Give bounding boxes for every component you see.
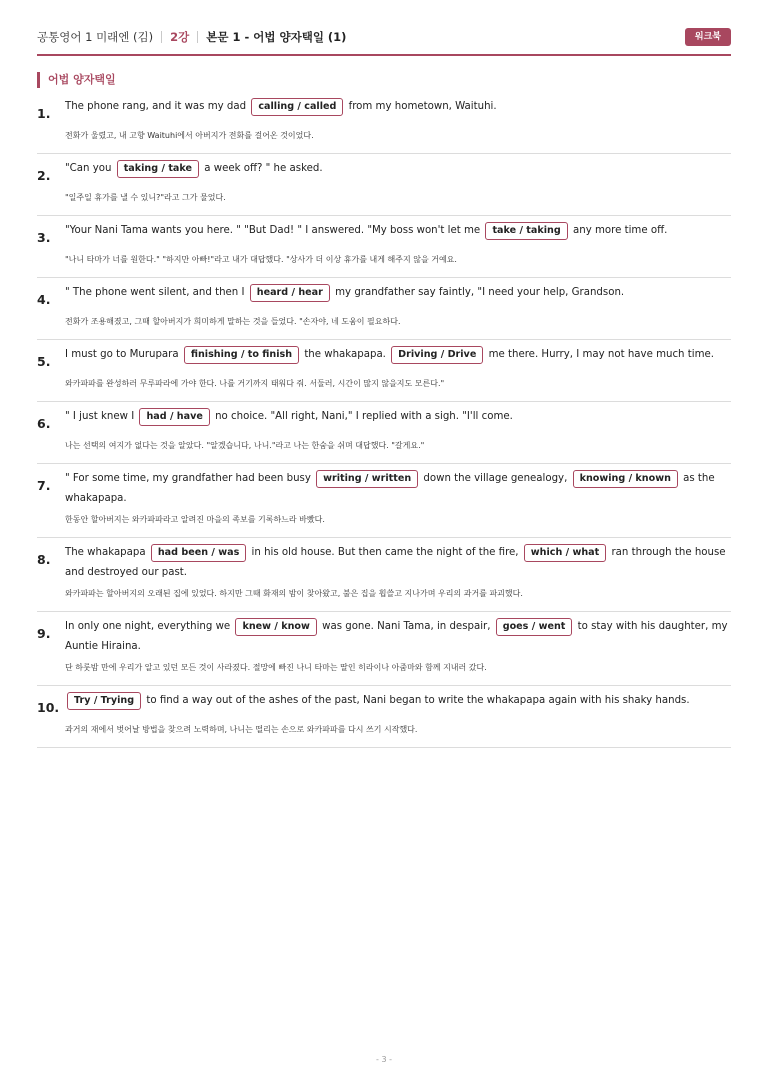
- sentence-text: In only one night, everything we: [65, 621, 234, 632]
- question-line: [37, 97, 731, 125]
- choice-box[interactable]: goes / went: [496, 618, 573, 636]
- sentence-text: The phone rang, and it was my dad: [65, 101, 250, 112]
- korean-translation: 와카파파는 할아버지의 오래된 집에 있었다. 하지만 그때 화재의 밤이 찾아왔고, 불은 집을 휩쓸고 지나가며 우리의 과거를 파괴했다.: [65, 589, 523, 598]
- english-sentence: [65, 617, 731, 657]
- question-line: [37, 617, 731, 657]
- english-sentence: [65, 407, 731, 427]
- question-line: [37, 543, 731, 583]
- sentence-text: a week off? " he asked.: [201, 163, 323, 174]
- korean-translation: 전화가 조용해졌고, 그때 할아버지가 희미하게 말하는 것을 들었다. "손자야, 네 도움이 필요하다.: [65, 317, 401, 326]
- page-header: [37, 28, 731, 56]
- english-sentence: [65, 97, 731, 117]
- korean-translation: 전화가 울렸고, 내 고향 Waituhi에서 아버지가 전화를 걸어온 것이었다.: [65, 131, 314, 140]
- sentence-text: my grandfather say faintly, "I need your help, Grandson.: [331, 287, 625, 298]
- sentence-text: as the whakapapa.: [65, 473, 715, 504]
- korean-translation: 와카파파를 완성하러 무루파라에 가야 한다. 나를 거기까지 태워다 줘. 서둘러, 시간이 많지 않을지도 모른다.": [65, 379, 445, 388]
- question-list: [37, 92, 731, 748]
- question-line: [37, 407, 731, 435]
- sentence-text: was gone. Nani Tama, in despair,: [318, 621, 494, 632]
- question-line: [37, 159, 731, 187]
- sentence-text: any more time off.: [569, 225, 668, 236]
- section-title: 어법 양자택일: [37, 72, 116, 88]
- question-line: [37, 283, 731, 311]
- question-number: 3.: [37, 230, 51, 245]
- english-sentence: [65, 345, 731, 365]
- sentence-text: I must go to Murupara: [65, 349, 182, 360]
- sentence-text: in his old house. But then came the night of the fire,: [248, 547, 522, 558]
- sentence-text: " The phone went silent, and then I: [65, 287, 248, 298]
- sentence-text: to find a way out of the ashes of the past, Nani began to write the whakapapa again with his shaky hands.: [143, 695, 690, 706]
- section-label: 본문 1 - 어법 양자택일 (1): [206, 30, 347, 44]
- english-sentence: [65, 159, 731, 179]
- breadcrumb: [37, 28, 346, 46]
- sentence-text: me there. Hurry, I may not have much time.: [485, 349, 715, 360]
- sentence-text: The whakapapa: [65, 547, 149, 558]
- header-divider: [197, 31, 198, 43]
- choice-box[interactable]: take / taking: [485, 222, 567, 240]
- korean-translation: "나니 타마가 너를 원한다." "하지만 아빠!"라고 내가 대답했다. "상사가 더 이상 휴가를 내게 해주지 않을 거예요.: [65, 255, 457, 264]
- question-item: [37, 402, 731, 464]
- question-item: [37, 216, 731, 278]
- english-sentence: [65, 691, 731, 711]
- question-item: [37, 686, 731, 748]
- korean-translation: "일주일 휴가를 낼 수 있니?"라고 그가 물었다.: [65, 193, 226, 202]
- choice-box[interactable]: calling / called: [251, 98, 343, 116]
- english-sentence: [65, 469, 731, 509]
- sentence-text: "Can you: [65, 163, 115, 174]
- choice-box[interactable]: had been / was: [151, 544, 246, 562]
- choice-box[interactable]: heard / hear: [250, 284, 330, 302]
- choice-box[interactable]: knew / know: [235, 618, 316, 636]
- sentence-text: "Your Nani Tama wants you here. " "But Dad! " I answered. "My boss won't let me: [65, 225, 484, 236]
- question-line: [37, 221, 731, 249]
- question-item: [37, 278, 731, 340]
- question-number: 8.: [37, 552, 51, 567]
- english-sentence: [65, 283, 731, 303]
- question-line: [37, 691, 731, 719]
- page-number: - 3 -: [376, 1055, 392, 1064]
- korean-translation: 과거의 재에서 벗어날 방법을 찾으려 노력하며, 나니는 떨리는 손으로 와카파파를 다시 쓰기 시작했다.: [65, 725, 418, 734]
- question-item: [37, 464, 731, 538]
- question-item: [37, 538, 731, 612]
- choice-box[interactable]: had / have: [139, 408, 209, 426]
- choice-box[interactable]: taking / take: [117, 160, 199, 178]
- question-item: [37, 340, 731, 402]
- sentence-text: ran through the house and destroyed our past.: [65, 547, 726, 578]
- question-number: 1.: [37, 106, 51, 121]
- course-title: 공통영어 1 미래엔 (김): [37, 30, 154, 44]
- sentence-text: " For some time, my grandfather had been busy: [65, 473, 315, 484]
- choice-box[interactable]: which / what: [524, 544, 606, 562]
- english-sentence: [65, 543, 731, 583]
- choice-box[interactable]: knowing / known: [573, 470, 678, 488]
- korean-translation: 나는 선택의 여지가 없다는 것을 알았다. "알겠습니다, 나니."라고 나는 한숨을 쉬며 대답했다. "갈게요.": [65, 441, 425, 450]
- sentence-text: the whakapapa.: [301, 349, 390, 360]
- question-item: [37, 154, 731, 216]
- sentence-text: no choice. "All right, Nani," I replied with a sigh. "I'll come.: [211, 411, 513, 422]
- choice-box[interactable]: Driving / Drive: [391, 346, 483, 364]
- sentence-text: to stay with his daughter, my Auntie Hiraina.: [65, 621, 728, 652]
- choice-box[interactable]: writing / written: [316, 470, 418, 488]
- sentence-text: down the village genealogy,: [420, 473, 571, 484]
- question-item: [37, 92, 731, 154]
- question-line: [37, 345, 731, 373]
- english-sentence: [65, 221, 731, 241]
- lesson-label: 2강: [170, 30, 190, 44]
- question-number: 6.: [37, 416, 51, 431]
- question-number: 5.: [37, 354, 51, 369]
- workbook-badge: 워크북: [685, 28, 731, 46]
- question-number: 7.: [37, 478, 51, 493]
- question-number: 4.: [37, 292, 51, 307]
- korean-translation: 한동안 할아버지는 와카파파라고 알려진 마을의 족보를 기록하느라 바빴다.: [65, 515, 325, 524]
- question-line: [37, 469, 731, 509]
- question-item: [37, 612, 731, 686]
- sentence-text: from my hometown, Waituhi.: [345, 101, 497, 112]
- question-number: 9.: [37, 626, 51, 641]
- question-number: 2.: [37, 168, 51, 183]
- choice-box[interactable]: Try / Trying: [67, 692, 141, 710]
- header-divider: [161, 31, 162, 43]
- korean-translation: 단 하룻밤 만에 우리가 알고 있던 모든 것이 사라졌다. 절망에 빠진 나니 타마는 딸인 히라이나 아줌마와 함께 지내러 갔다.: [65, 663, 487, 672]
- choice-box[interactable]: finishing / to finish: [184, 346, 299, 364]
- sentence-text: " I just knew I: [65, 411, 138, 422]
- question-number: 10.: [37, 700, 60, 715]
